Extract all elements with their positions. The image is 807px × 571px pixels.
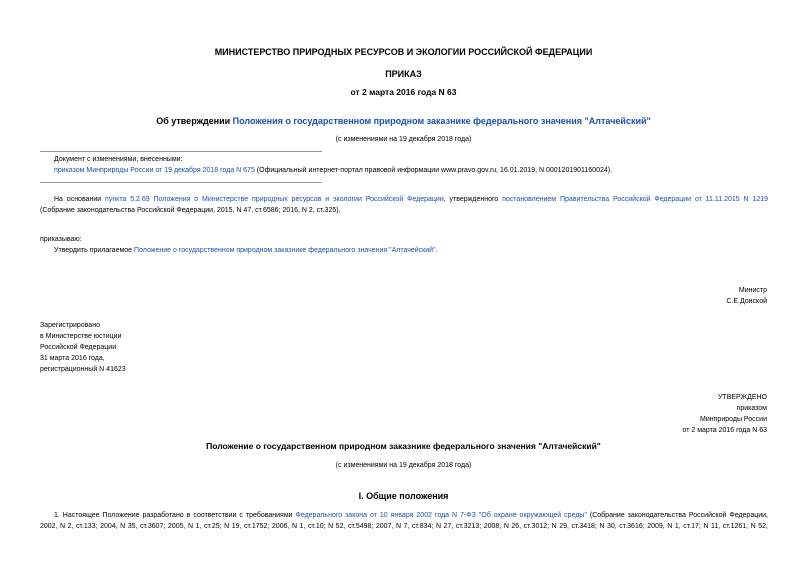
clause-1-text-2: (Собрание законодательства Российской Федерации, [586,512,768,519]
clause-1-line-2: 2002, N 2, ст.133; 2004, N 35, ст.3607; 2005, N 1, ст.25; N 19, ст.1752; 2006, N 1, ст.10; N 52, ст.5498; 2007, N 7, ст.834; N 27, ст.3213; 2008, N 26, ст.3012; N 29, ст.3418; N 30, ст.3616; 2009, N 1, ст.17; N 11, ст.1261; N 52, [40,523,769,530]
clause-1-link[interactable]: Федерального закона от 10 января 2002 года N 7-ФЗ "Об охране окружающей среды" [295,512,587,519]
title-prefix: Об утверждении [156,116,233,126]
approved-line: УТВЕРЖДЕНО [717,394,767,401]
changes-rest: (Официальный интернет-портал правовой информации www.pravo.gov.ru, 16.01.2019, N 0001201901160024). [254,167,613,174]
approve-line [54,247,438,254]
regulation-amended: (с изменениями на 19 декабря 2018 года) [335,462,472,469]
order-date: от 2 марта 2016 года N 63 [350,87,457,97]
basis-line-2: (Собрание законодательства Российской Федерации, 2015, N 47, ст.6586; 2016, N 2, ст.325), [40,207,341,214]
basis-link-1[interactable]: пункта 5.2.69 Положения о Министерстве природных ресурсов и экологии Российской Федерации [105,196,444,203]
ministry-heading: МИНИСТЕРСТВО ПРИРОДНЫХ РЕСУРСОВ И ЭКОЛОГИИ РОССИЙСКОЙ ФЕДЕРАЦИИ [214,47,593,57]
approved-line: приказом [736,405,767,412]
order-verb: приказываю: [40,236,82,243]
approved-line: Минприроды России [700,416,767,423]
signature-name: С.Е.Донской [726,298,767,305]
registration-line: в Министерстве юстиции [40,333,122,340]
divider-top [40,151,322,152]
signature-position: Министр [738,287,767,294]
basis-text-2: , утвержденного [443,196,503,203]
changes-label: Документ с изменениями, внесенными: [54,156,183,163]
regulation-title: Положение о государственном природном заказнике федерального значения "Алтачейский" [206,441,601,451]
registration-line: Российской Федерации [40,344,117,351]
basis-line-1 [54,196,768,203]
document-title [0,116,807,126]
basis-link-2[interactable]: постановлением Правительства Российской Федерации от 11.11.2015 N 1219 [502,196,768,203]
section-title: I. Общие положения [358,491,449,501]
registration-block [40,320,126,375]
approve-text: Утвердить прилагаемое [54,247,135,254]
registration-line: регистрационный N 41623 [40,366,126,373]
divider-bottom [40,182,322,183]
basis-text-1: На основании [54,196,106,203]
registration-line: Зарегистрировано [40,322,100,329]
title-link[interactable]: Положения о государственном природном заказнике федерального значения "Алтачейский" [232,116,651,126]
approved-block [682,392,767,436]
order-heading: ПРИКАЗ [385,69,422,79]
approve-link[interactable]: Положение о государственном природном заказнике федерального значения "Алтачейский" [134,247,436,254]
registration-line: 31 марта 2016 года, [40,355,105,362]
approved-line: от 2 марта 2016 года N 63 [682,427,767,434]
amended-note: (с изменениями на 19 декабря 2018 года) [335,136,472,143]
clause-1-text-1: 1. Настоящее Положение разработано в соответствии с требованиями [54,512,296,519]
changes-line [54,167,612,174]
clause-1-line-1 [54,512,768,519]
approve-end: . [435,247,438,254]
changes-link[interactable]: приказом Минприроды России от 19 декабря 2018 года N 675 [54,167,255,174]
